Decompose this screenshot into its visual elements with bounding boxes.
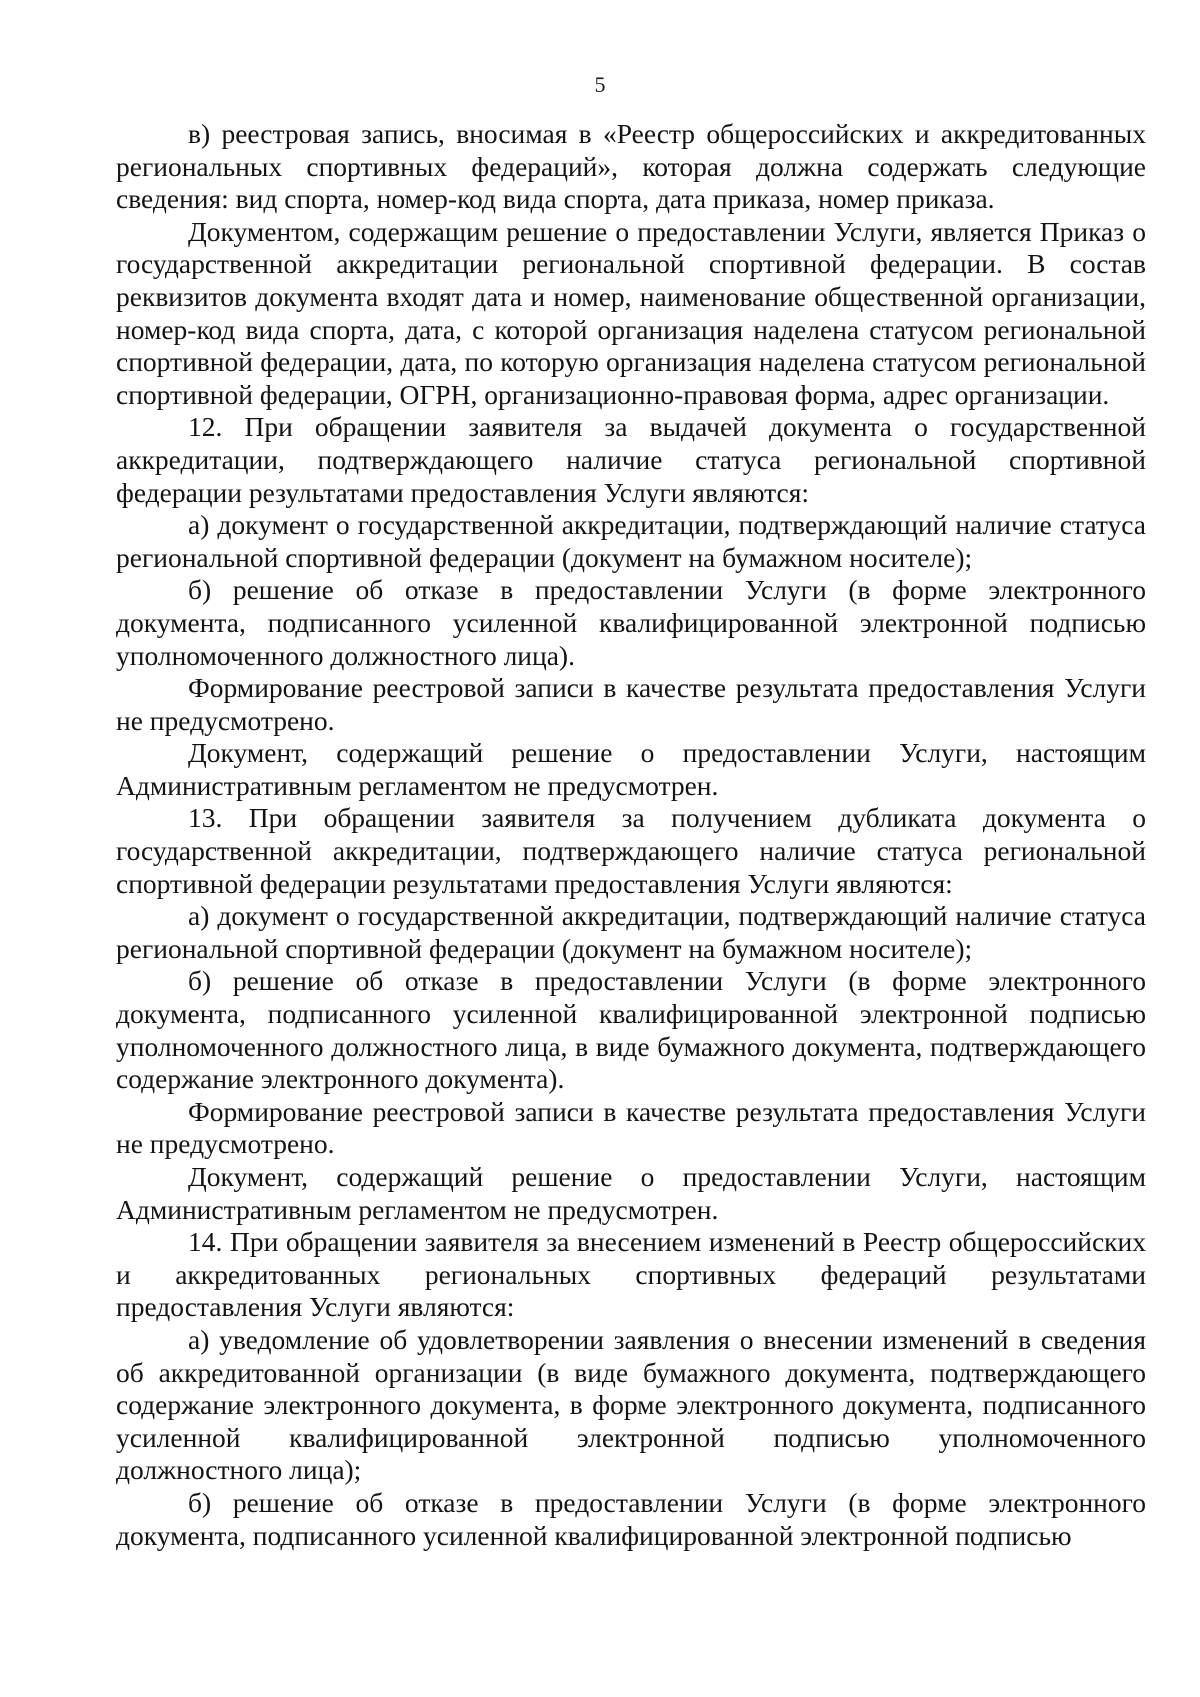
page-number: 5 — [594, 72, 606, 97]
paragraph: а) уведомление об удовлетворении заявления о внесении изменений в сведения об аккредитованной организации (в виде бумажного документа, подтверждающего содержание электронного документа, в форме электронного документа, подписанного усиленной квалифицированной электронной подписью уполномоченного должностного лица); — [116, 1323, 1146, 1486]
paragraph: а) документ о государственной аккредитации, подтверждающий наличие статуса региональной спортивной федерации (документ на бумажном носителе); — [116, 509, 1146, 573]
paragraph: а) документ о государственной аккредитации, подтверждающий наличие статуса региональной спортивной федерации (документ на бумажном носителе); — [116, 900, 1146, 964]
paragraph: Документ, содержащий решение о предоставлении Услуги, настоящим Административным регламентом не предусмотрен. — [116, 1161, 1146, 1225]
paragraph: б) решение об отказе в предоставлении Услуги (в форме электронного документа, подписанного усиленной квалифицированной электронной подписью уполномоченного должностного лица). — [116, 574, 1146, 671]
paragraph: Формирование реестровой записи в качестве результата предоставления Услуги не предусмотрено. — [116, 672, 1146, 736]
document-body — [116, 118, 1146, 1552]
paragraph: 14. При обращении заявителя за внесением изменений в Реестр общероссийских и аккредитованных региональных спортивных федераций результатами предоставления Услуги являются: — [116, 1226, 1146, 1323]
paragraph: 12. При обращении заявителя за выдачей документа о государственной аккредитации, подтверждающего наличие статуса региональной спортивной федерации результатами предоставления Услуги являются: — [116, 411, 1146, 508]
paragraph: б) решение об отказе в предоставлении Услуги (в форме электронного документа, подписанного усиленной квалифицированной электронной подписью уполномоченного должностного лица, в виде бумажного документа, подтверждающего содержание электронного документа). — [116, 965, 1146, 1095]
paragraph: в) реестровая запись, вносимая в «Реестр общероссийских и аккредитованных региональных спортивных федераций», которая должна содержать следующие сведения: вид спорта, номер-код вида спорта, дата приказа, номер приказа. — [116, 118, 1146, 215]
paragraph: б) решение об отказе в предоставлении Услуги (в форме электронного документа, подписанного усиленной квалифицированной электронной подписью — [116, 1486, 1146, 1551]
paragraph: 13. При обращении заявителя за получением дубликата документа о государственной аккредитации, подтверждающего наличие статуса региональной спортивной федерации результатами предоставления Услуги являются: — [116, 802, 1146, 899]
paragraph: Документ, содержащий решение о предоставлении Услуги, настоящим Административным регламентом не предусмотрен. — [116, 737, 1146, 801]
paragraph: Формирование реестровой записи в качестве результата предоставления Услуги не предусмотрено. — [116, 1095, 1146, 1160]
paragraph: Документом, содержащим решение о предоставлении Услуги, является Приказ о государственной аккредитации региональной спортивной федерации. В состав реквизитов документа входят дата и номер, наименование общественной организации, номер-код вида спорта, дата, с которой организация наделена статусом региональной спортивной федерации, дата, по которую организация наделена статусом региональной спортивной федерации, ОГРН, организационно-правовая форма, адрес организации. — [116, 215, 1146, 410]
